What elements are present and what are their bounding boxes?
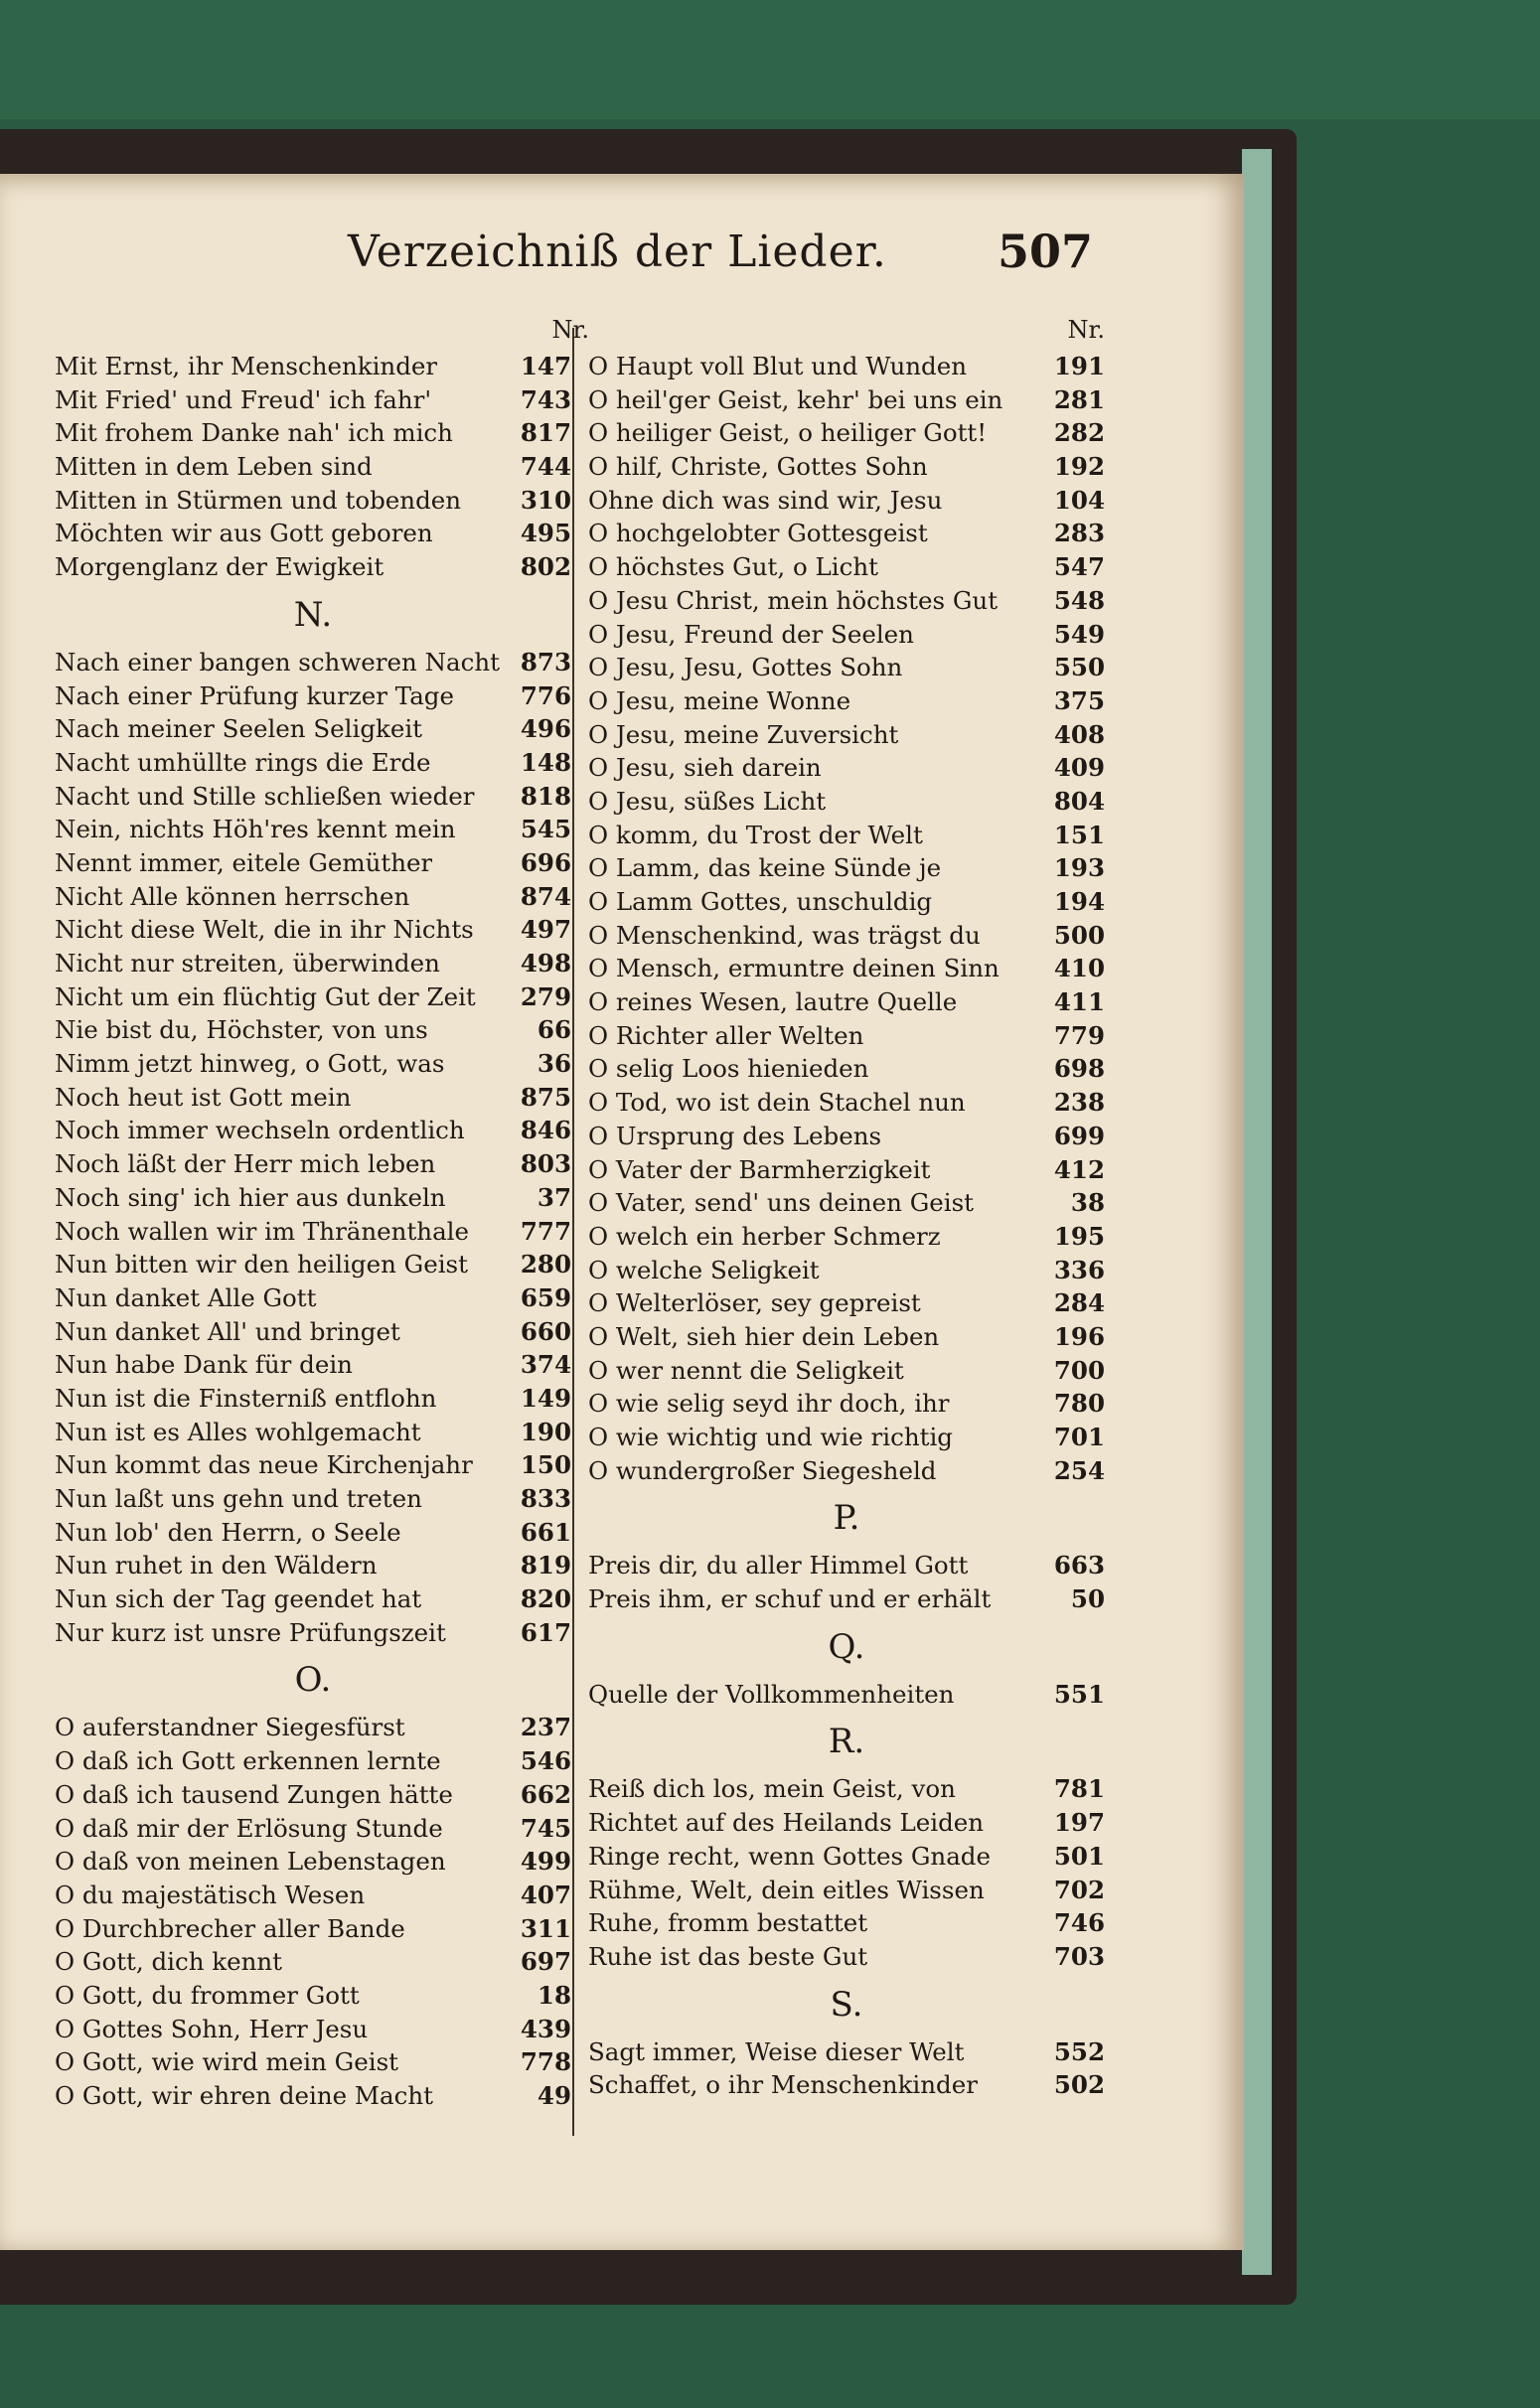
hymn-title: O Gott, du frommer Gott [55,1980,360,2010]
hymn-title: Nun ist es Alles wohlgemacht [55,1417,421,1446]
hymn-title: O wie wichtig und wie richtig [588,1423,953,1451]
hymn-number: 282 [1053,418,1105,448]
hymn-number: 703 [1053,1941,1105,1971]
index-entry [55,1711,571,1744]
page-number: 507 [997,225,1093,278]
hymn-title: Mit Fried' und Freud' ich fahr' [55,384,432,414]
hymn-title: Mit Ernst, ihr Menschenkinder [55,352,438,380]
section-letter: Q. [828,1626,865,1667]
hymn-title: O welche Seligkeit [588,1255,820,1284]
hymn-number: 38 [1070,1188,1105,1218]
index-entry [55,913,571,947]
index-entry [588,1549,1105,1582]
index-entry [55,2079,571,2113]
hymn-number: 374 [520,1350,571,1380]
index-entry [55,1979,571,2013]
hymn-title: Nun ist die Finsterniß entflohn [55,1383,437,1413]
hymn-number: 104 [1053,485,1105,515]
hymn-number: 744 [520,452,571,482]
hymn-title: Nach einer bangen schweren Nacht [55,647,500,677]
hymn-title: Mit frohem Danke nah' ich mich [55,418,453,448]
hymn-title: O Vater der Barmherzigkeit [588,1154,931,1184]
hymn-number: 237 [520,1713,571,1742]
hymn-title: O daß mir der Erlösung Stunde [55,1813,443,1843]
hymn-number: 502 [1053,2070,1105,2100]
index-entry [55,813,571,846]
hymn-title: Nach meiner Seelen Seligkeit [55,714,423,744]
hymn-number: 778 [520,2047,571,2077]
hymn-title: O Richter aller Welten [588,1020,864,1050]
index-entry [55,1616,571,1650]
hymn-number: 551 [1053,1679,1105,1709]
index-entry [588,952,1105,985]
index-entry [588,1454,1105,1488]
hymn-title: O heil'ger Geist, kehr' bei uns ein [588,384,1003,414]
index-entry [55,1215,571,1249]
hymn-title: Nach einer Prüfung kurzer Tage [55,680,454,710]
hymn-number: 498 [520,949,571,978]
index-entry [588,1086,1105,1120]
index-entry [588,1052,1105,1086]
hymn-number: 410 [1053,954,1105,983]
index-entry [55,450,571,484]
index-entry [55,1812,571,1846]
hymn-title: O Jesu, sieh darein [588,753,822,783]
hymn-title: O auferstandner Siegesfürst [55,1713,405,1742]
hymn-title: Nennt immer, eitele Gemüther [55,847,433,877]
hymn-title: O wie selig seyd ihr doch, ihr [588,1389,950,1419]
hymn-title: O Gott, wie wird mein Geist [55,2047,399,2077]
hymn-number: 497 [520,915,571,945]
index-entry [588,1582,1105,1616]
hymn-number: 745 [520,1813,571,1843]
hymn-number: 662 [520,1779,571,1809]
index-entry [588,1678,1105,1712]
index-entry [55,646,571,679]
hymn-number: 197 [1053,1808,1105,1838]
index-entry [588,550,1105,584]
hymn-number: 191 [1053,352,1105,380]
hymn-title: Ohne dich was sind wir, Jesu [588,485,943,515]
hymn-title: O selig Loos hienieden [588,1054,869,1084]
hymn-title: O Gott, dich kennt [55,1947,283,1977]
hymn-number: 501 [1053,1841,1105,1871]
index-entry [55,1912,571,1946]
index-entry [588,851,1105,885]
index-entry [588,1806,1105,1840]
hymn-number: 661 [520,1517,571,1547]
index-entry [55,1315,571,1349]
hymn-title: O Gott, wir ehren deine Macht [55,2081,433,2110]
hymn-title: Mitten in Stürmen und tobenden [55,485,462,515]
hymn-number: 818 [520,781,571,811]
hymn-title: O Gottes Sohn, Herr Jesu [55,2014,369,2043]
nr-column-heading: Nr. [1067,316,1105,344]
hymn-title: O Welt, sieh hier dein Leben [588,1321,940,1351]
hymn-number: 409 [1053,753,1105,783]
hymn-number: 780 [1053,1389,1105,1419]
hymn-title: Nicht diese Welt, die in ihr Nichts [55,915,474,945]
hymn-title: O komm, du Trost der Welt [588,820,923,849]
hymn-title: Nun sich der Tag geendet hat [55,1584,422,1614]
index-entry [55,1348,571,1382]
hymn-title: Noch sing' ich hier aus dunkeln [55,1182,446,1212]
index-entry [588,1120,1105,1153]
hymn-title: O Vater, send' uns deinen Geist [588,1188,975,1218]
hymn-title: Nun habe Dank für dein [55,1350,353,1380]
hymn-number: 697 [520,1947,571,1977]
section-letter: R. [828,1722,865,1762]
right-column [588,316,1107,2102]
hymn-number: 411 [1053,987,1105,1017]
hymn-title: Nun kommt das neue Kirchenjahr [55,1450,473,1480]
index-entry [588,1840,1105,1874]
hymn-number: 819 [520,1551,571,1580]
hymn-title: O Ursprung des Lebens [588,1121,882,1150]
index-entry [588,584,1105,618]
index-entry [588,919,1105,953]
hymn-number: 660 [520,1316,571,1346]
hymn-number: 196 [1053,1321,1105,1351]
index-entry [588,1387,1105,1421]
hymn-number: 874 [520,881,571,911]
hymn-number: 238 [1053,1088,1105,1118]
hymn-number: 412 [1053,1154,1105,1184]
hymn-number: 375 [1053,685,1105,715]
hymn-title: O welch ein herber Schmerz [588,1221,941,1251]
hymn-number: 192 [1053,452,1105,482]
index-entry [55,980,571,1014]
index-entry [588,1220,1105,1254]
page-title: Verzeichniß der Lieder. [348,226,887,277]
index-entry [55,550,571,584]
hymn-title: O Jesu, süßes Licht [588,786,827,816]
hymn-title: Morgenglanz der Ewigkeit [55,552,385,582]
index-entry [55,1114,571,1147]
index-entry [588,1354,1105,1388]
hymn-title: Noch wallen wir im Thränenthale [55,1216,470,1246]
hymn-title: Nun bitten wir den heiligen Geist [55,1250,468,1279]
hymn-title: Nur kurz ist unsre Prüfungszeit [55,1617,446,1647]
hymn-number: 194 [1053,887,1105,916]
index-entry [588,885,1105,919]
index-entry [588,618,1105,652]
index-entry [588,1940,1105,1974]
hymn-number: 280 [520,1250,571,1279]
hymn-title: O daß von meinen Lebenstagen [55,1847,446,1877]
hymn-number: 820 [520,1584,571,1614]
hymn-title: Preis dir, du aller Himmel Gott [588,1551,969,1580]
hymn-number: 407 [520,1880,571,1909]
hymn-number: 701 [1053,1423,1105,1451]
index-entry [55,1482,571,1516]
section-letter: N. [293,594,333,635]
hymn-number: 873 [520,647,571,677]
hymn-number: 545 [520,815,571,844]
index-entry [588,684,1105,718]
hymn-number: 147 [520,352,571,380]
hymn-number: 802 [520,552,571,582]
hymn-title: Nun danket Alle Gott [55,1282,317,1312]
index-entry [55,1582,571,1616]
nr-column-heading: Nr. [551,316,589,344]
hymn-number: 49 [537,2081,571,2110]
index-entry [55,947,571,980]
index-entry [588,2035,1105,2069]
hymn-title: Schaffet, o ihr Menschenkinder [588,2070,978,2100]
hymn-title: Möchten wir aus Gott geboren [55,519,433,548]
hymn-title: O höchstes Gut, o Licht [588,552,878,582]
hymn-title: Nicht Alle können herrschen [55,881,410,911]
index-entry [588,751,1105,785]
hymn-title: Noch läßt der Herr mich leben [55,1149,436,1179]
hymn-title: O Jesu, Freund der Seelen [588,619,914,649]
index-entry [55,746,571,780]
index-entry [588,1186,1105,1220]
hymn-title: Nicht nur streiten, überwinden [55,949,440,978]
index-entry [55,1181,571,1215]
hymn-number: 702 [1053,1875,1105,1904]
hymn-number: 148 [520,747,571,777]
hymn-title: Nun laßt uns gehn und treten [55,1484,422,1513]
hymn-title: Nein, nichts Höh'res kennt mein [55,815,456,844]
index-entry [55,1416,571,1449]
hymn-title: Nun lob' den Herrn, o Seele [55,1517,401,1547]
hymn-number: 500 [1053,920,1105,950]
index-entry [55,1744,571,1778]
hymn-number: 496 [520,714,571,744]
hymn-title: Nacht umhüllte rings die Erde [55,747,431,777]
hymn-number: 18 [537,1980,571,2010]
hymn-number: 743 [520,384,571,414]
hymn-title: Nimm jetzt hinweg, o Gott, was [55,1049,445,1079]
index-entry [55,2013,571,2046]
index-entry [588,1874,1105,1907]
index-entry [55,1879,571,1912]
hymn-number: 190 [520,1417,571,1446]
hymn-title: O Jesu, Jesu, Gottes Sohn [588,653,903,682]
hymn-number: 696 [520,847,571,877]
hymn-number: 310 [520,485,571,515]
hymn-title: O Lamm, das keine Sünde je [588,853,942,883]
hymn-number: 283 [1053,519,1105,548]
hymn-number: 311 [520,1913,571,1943]
index-entry [55,1549,571,1582]
index-entry [55,1945,571,1979]
index-entry [55,1845,571,1879]
index-entry [588,651,1105,684]
hymn-number: 617 [520,1617,571,1647]
hymn-title: Ruhe, fromm bestattet [588,1908,868,1938]
hymn-number: 698 [1053,1054,1105,1084]
hymn-number: 777 [520,1216,571,1246]
hymn-title: Noch heut ist Gott mein [55,1082,352,1112]
index-entry [588,450,1105,484]
hymn-title: Rühme, Welt, dein eitles Wissen [588,1875,985,1904]
hymn-number: 546 [520,1746,571,1776]
hymn-number: 746 [1053,1908,1105,1938]
hymn-number: 663 [1053,1551,1105,1580]
index-entry [588,350,1105,383]
hymn-title: Nicht um ein flüchtig Gut der Zeit [55,981,476,1011]
index-entry [55,1013,571,1047]
index-entry [588,1286,1105,1320]
index-entry [55,517,571,550]
hymn-number: 408 [1053,719,1105,749]
hymn-number: 817 [520,418,571,448]
index-entry [55,1778,571,1812]
hymn-title: Ruhe ist das beste Gut [588,1941,868,1971]
index-entry [588,1421,1105,1454]
index-entry [55,1147,571,1181]
hymn-number: 803 [520,1149,571,1179]
hymn-number: 846 [520,1116,571,1145]
hymn-number: 549 [1053,619,1105,649]
hymn-title: Mitten in dem Leben sind [55,452,373,482]
hymn-title: O Jesu Christ, mein höchstes Gut [588,585,999,615]
hymn-number: 552 [1053,2036,1105,2066]
hymn-number: 150 [520,1450,571,1480]
hymn-title: O Welterlöser, sey gepreist [588,1288,921,1318]
hymn-title: Nacht und Stille schließen wieder [55,781,475,811]
hymn-title: Nun danket All' und bringet [55,1316,400,1346]
hymn-number: 279 [520,981,571,1011]
left-column [55,316,591,2113]
hymn-title: Noch immer wechseln ordentlich [55,1116,465,1145]
index-entry [55,1448,571,1482]
hymn-title: Quelle der Vollkommenheiten [588,1679,955,1709]
index-entry [55,383,571,417]
hymn-number: 151 [1053,820,1105,849]
hymn-number: 195 [1053,1221,1105,1251]
index-entry [588,785,1105,819]
index-entry [588,416,1105,450]
index-entry [55,484,571,518]
hymn-number: 548 [1053,585,1105,615]
index-entry [55,846,571,880]
cover-edge [1242,149,1272,2275]
hymn-number: 659 [520,1282,571,1312]
hymn-number: 50 [1070,1584,1105,1614]
index-entry [588,484,1105,518]
hymn-number: 875 [520,1082,571,1112]
hymn-number: 439 [520,2014,571,2043]
hymn-number: 37 [537,1182,571,1212]
index-entry [55,1248,571,1281]
section-letter: S. [830,1984,863,2025]
index-entry [55,2045,571,2079]
index-entry [55,679,571,713]
hymn-number: 833 [520,1484,571,1513]
hymn-title: O Haupt voll Blut und Wunden [588,352,967,380]
hymn-title: O Mensch, ermuntre deinen Sinn [588,954,1000,983]
hymn-number: 281 [1053,384,1105,414]
index-entry [55,1516,571,1550]
background [0,0,1540,119]
hymn-number: 149 [520,1383,571,1413]
hymn-number: 550 [1053,653,1105,682]
hymn-title: O Durchbrecher aller Bande [55,1913,405,1943]
index-entry [55,712,571,746]
hymn-number: 336 [1053,1255,1105,1284]
hymn-title: Sagt immer, Weise dieser Welt [588,2036,965,2066]
hymn-number: 781 [1053,1774,1105,1804]
hymn-title: O hochgelobter Gottesgeist [588,519,928,548]
hymn-title: Reiß dich los, mein Geist, von [588,1774,956,1804]
hymn-title: O Jesu, meine Zuversicht [588,719,899,749]
hymn-number: 284 [1053,1288,1105,1318]
hymn-title: O reines Wesen, lautre Quelle [588,987,958,1017]
hymn-number: 779 [1053,1020,1105,1050]
index-entry [588,718,1105,752]
hymn-number: 36 [537,1049,571,1079]
hymn-title: Nie bist du, Höchster, von uns [55,1015,428,1045]
index-entry [55,1047,571,1081]
hymn-title: O Jesu, meine Wonne [588,685,851,715]
hymn-number: 804 [1053,786,1105,816]
index-entry [588,985,1105,1019]
section-letter: P. [833,1498,860,1539]
page-header [348,226,1093,286]
hymn-title: Nun ruhet in den Wäldern [55,1551,378,1580]
hymn-title: O Lamm Gottes, unschuldig [588,887,933,916]
hymn-title: O Tod, wo ist dein Stachel nun [588,1088,966,1118]
index-entry [55,1281,571,1315]
index-entry [55,1382,571,1416]
index-entry [588,1320,1105,1354]
hymn-title: O heiliger Geist, o heiliger Gott! [588,418,988,448]
hymn-title: O Menschenkind, was trägst du [588,920,981,950]
index-entry [588,2068,1105,2102]
hymn-title: O daß ich tausend Zungen hätte [55,1779,453,1809]
index-entry [55,416,571,450]
hymn-title: Preis ihm, er schuf und er erhält [588,1584,992,1614]
index-entry [588,1772,1105,1806]
hymn-number: 776 [520,680,571,710]
index-entry [588,1153,1105,1187]
hymn-number: 547 [1053,552,1105,582]
index-entry [588,383,1105,417]
hymn-title: O hilf, Christe, Gottes Sohn [588,452,928,482]
index-entry [588,1254,1105,1287]
hymn-title: Richtet auf des Heilands Leiden [588,1808,985,1838]
hymn-number: 254 [1053,1455,1105,1485]
index-entry [588,1019,1105,1053]
hymn-number: 499 [520,1847,571,1877]
index-entry [588,517,1105,550]
index-entry [55,880,571,914]
hymn-number: 66 [537,1015,571,1045]
hymn-title: O wundergroßer Siegesheld [588,1455,937,1485]
hymn-title: O wer nennt die Seligkeit [588,1355,904,1385]
hymn-number: 700 [1053,1355,1105,1385]
index-entry [55,780,571,814]
index-entry [55,1081,571,1115]
index-entry [588,1906,1105,1940]
section-letter: O. [294,1660,332,1701]
hymn-number: 699 [1053,1121,1105,1150]
hymn-title: O du majestätisch Wesen [55,1880,366,1909]
hymn-number: 495 [520,519,571,548]
index-entry [588,819,1105,852]
index-entry [55,350,571,383]
hymn-title: O daß ich Gott erkennen lernte [55,1746,441,1776]
hymn-title: Ringe recht, wenn Gottes Gnade [588,1841,991,1871]
hymn-number: 193 [1053,853,1105,883]
